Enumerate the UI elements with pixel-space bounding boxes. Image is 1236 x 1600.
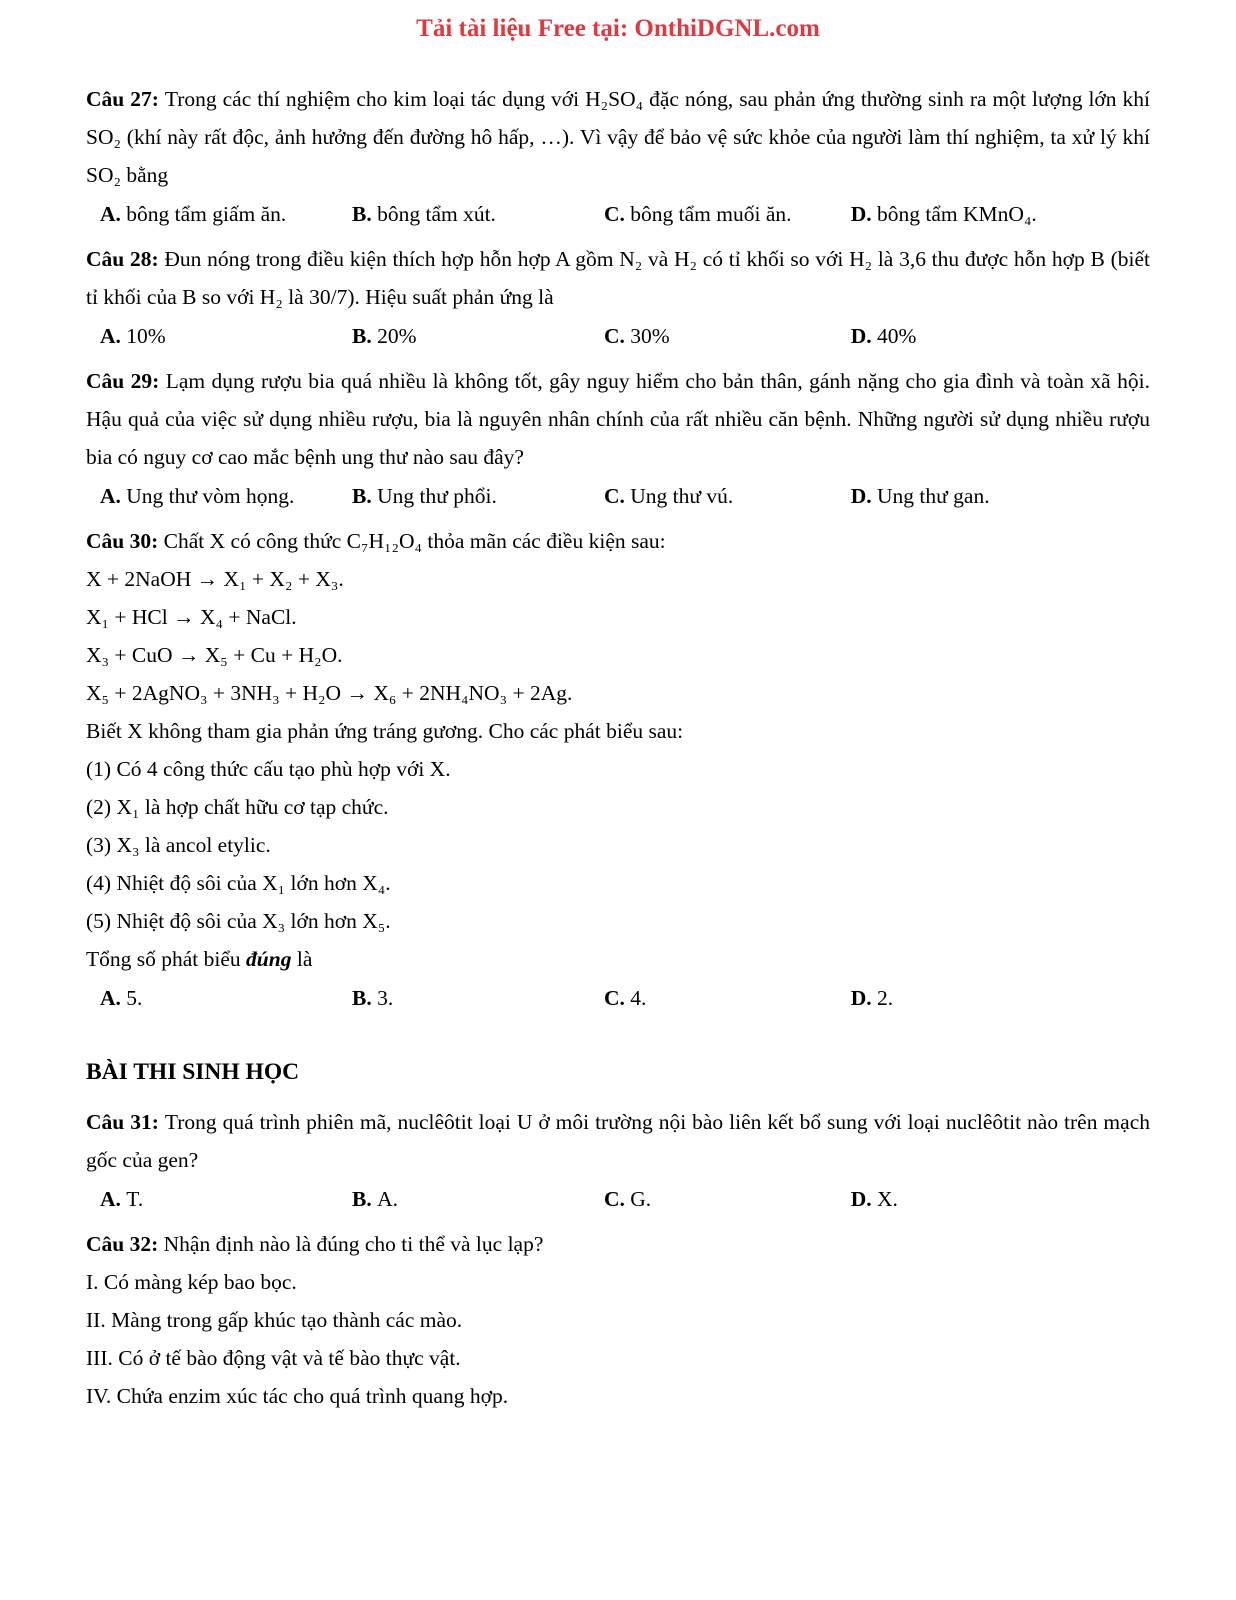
- question-line: (1) Có 4 công thức cấu tạo phù hợp với X.: [86, 757, 451, 781]
- option-text: T.: [126, 1187, 144, 1211]
- option-c: [604, 1180, 851, 1218]
- question-32: [86, 1225, 1150, 1415]
- question-line: X₃ + CuO → X₅ + Cu + H₂O.: [86, 643, 343, 667]
- option-text: Ung thư phổi.: [377, 484, 497, 508]
- footer-pre: Tổng số phát biểu: [86, 947, 247, 971]
- option-letter: A.: [100, 324, 127, 348]
- option-c: [604, 195, 851, 233]
- options-row: [86, 477, 1150, 515]
- option-letter: D.: [850, 202, 878, 226]
- option-a: [100, 195, 352, 233]
- option-d: [851, 195, 1150, 233]
- option-text: Ung thư vòm họng.: [126, 484, 295, 508]
- question-number: Câu 27:: [86, 87, 165, 111]
- option-text: 3.: [377, 986, 394, 1010]
- question-stem: [86, 362, 1150, 476]
- option-text: X.: [877, 1187, 898, 1211]
- question-line: III. Có ở tế bào động vật và tế bào thực vật.: [86, 1346, 461, 1370]
- option-text: 30%: [630, 324, 670, 348]
- option-text: Ung thư vú.: [630, 484, 734, 508]
- option-letter: C.: [604, 324, 631, 348]
- question-text: Chất X có công thức C₇H₁₂O₄ thỏa mãn các điều kiện sau:: [163, 529, 666, 553]
- option-c: [604, 477, 851, 515]
- question-31: [86, 1103, 1150, 1218]
- options-row: [86, 195, 1150, 233]
- option-text: bông tẩm xút.: [377, 202, 496, 226]
- option-letter: B.: [352, 986, 378, 1010]
- question-28: [86, 240, 1150, 355]
- section-heading: BÀI THI SINH HỌC: [86, 1059, 300, 1085]
- option-b: [352, 1180, 604, 1218]
- question-30: [86, 522, 1150, 1017]
- question-stem: [86, 240, 1150, 316]
- option-letter: D.: [850, 986, 878, 1010]
- option-text: bông tẩm KMnO₄.: [877, 202, 1037, 226]
- footer-post: là: [291, 947, 313, 971]
- question-number: Câu 29:: [86, 369, 166, 393]
- question-stem: [86, 1103, 1150, 1179]
- option-text: 5.: [126, 986, 143, 1010]
- option-a: [100, 477, 352, 515]
- option-letter: D.: [850, 484, 878, 508]
- option-letter: A.: [100, 986, 127, 1010]
- question-number: Câu 32:: [86, 1232, 164, 1256]
- options-row: [86, 979, 1150, 1017]
- question-footer: [86, 940, 1150, 978]
- question-number: Câu 31:: [86, 1110, 165, 1134]
- option-text: 10%: [126, 324, 166, 348]
- option-text: 4.: [630, 986, 647, 1010]
- option-b: [352, 477, 604, 515]
- options-row: [86, 1180, 1150, 1218]
- option-a: [100, 1180, 352, 1218]
- option-c: [604, 979, 851, 1017]
- question-text: Nhận định nào là đúng cho ti thể và lục lạp?: [163, 1232, 544, 1256]
- question-line: (3) X₃ là ancol etylic.: [86, 833, 271, 857]
- option-a: [100, 317, 352, 355]
- option-letter: B.: [352, 324, 378, 348]
- question-line: (4) Nhiệt độ sôi của X₁ lớn hơn X₄.: [86, 871, 391, 895]
- question-line: II. Màng trong gấp khúc tạo thành các mào.: [86, 1308, 463, 1332]
- option-letter: D.: [850, 1187, 878, 1211]
- option-letter: B.: [352, 484, 378, 508]
- question-number: Câu 28:: [86, 247, 165, 271]
- option-text: 40%: [877, 324, 917, 348]
- option-text: 2.: [877, 986, 894, 1010]
- option-text: Ung thư gan.: [877, 484, 990, 508]
- option-d: [851, 1180, 1150, 1218]
- option-letter: B.: [352, 202, 378, 226]
- option-letter: C.: [604, 484, 631, 508]
- option-text: A.: [377, 1187, 398, 1211]
- option-d: [851, 317, 1150, 355]
- option-letter: D.: [850, 324, 878, 348]
- question-text: Trong quá trình phiên mã, nuclêôtit loại U ở môi trường nội bào liên kết bổ sung với loại nuclêôtit nào trên mạch gốc của gen?: [86, 1110, 1150, 1172]
- question-line: X₁ + HCl → X₄ + NaCl.: [86, 605, 297, 629]
- option-a: [100, 979, 352, 1017]
- option-letter: A.: [100, 484, 127, 508]
- question-27: [86, 80, 1150, 233]
- question-line: IV. Chứa enzim xúc tác cho quá trình quang hợp.: [86, 1384, 509, 1408]
- option-c: [604, 317, 851, 355]
- question-line: (5) Nhiệt độ sôi của X₃ lớn hơn X₅.: [86, 909, 391, 933]
- option-text: G.: [630, 1187, 652, 1211]
- option-text: 20%: [377, 324, 417, 348]
- question-stem: [86, 522, 1150, 560]
- question-number: Câu 30:: [86, 529, 164, 553]
- question-text: Lạm dụng rượu bia quá nhiều là không tốt, gây nguy hiểm cho bản thân, gánh nặng cho gia đình và toàn xã hội. Hậu quả của việc sử dụng nhiều rượu, bia là nguyên nhân chính của rất nhiều căn bệnh. Những người sử dụng nhiều rượu bia có nguy cơ cao mắc bệnh ung thư nào sau đây?: [86, 369, 1150, 469]
- option-letter: C.: [604, 202, 631, 226]
- option-text: bông tẩm giấm ăn.: [126, 202, 287, 226]
- question-stem: [86, 80, 1150, 194]
- option-letter: B.: [352, 1187, 378, 1211]
- question-line: X + 2NaOH → X₁ + X₂ + X₃.: [86, 567, 344, 591]
- option-letter: C.: [604, 986, 631, 1010]
- option-d: [851, 477, 1150, 515]
- option-b: [352, 195, 604, 233]
- question-line: (2) X₁ là hợp chất hữu cơ tạp chức.: [86, 795, 389, 819]
- option-b: [352, 317, 604, 355]
- question-29: [86, 362, 1150, 515]
- option-letter: A.: [100, 1187, 127, 1211]
- question-text: Đun nóng trong điều kiện thích hợp hỗn hợp A gồm N₂ và H₂ có tỉ khối so với H₂ là 3,6 thu được hỗn hợp B (biết tỉ khối của B so với H₂ là 30/7). Hiệu suất phản ứng là: [86, 247, 1150, 309]
- question-list: [86, 80, 1150, 1415]
- option-text: bông tẩm muối ăn.: [630, 202, 792, 226]
- footer-emphasis: đúng: [246, 947, 292, 971]
- banner-text: Tải tài liệu Free tại: OnthiDGNL.com: [416, 15, 820, 42]
- question-line: Biết X không tham gia phản ứng tráng gương. Cho các phát biểu sau:: [86, 719, 684, 743]
- option-letter: C.: [604, 1187, 631, 1211]
- question-line: X₅ + 2AgNO₃ + 3NH₃ + H₂O → X₆ + 2NH₄NO₃ + 2Ag.: [86, 681, 573, 705]
- options-row: [86, 317, 1150, 355]
- question-line: I. Có màng kép bao bọc.: [86, 1270, 297, 1294]
- question-stem: [86, 1225, 1150, 1263]
- option-d: [851, 979, 1150, 1017]
- option-b: [352, 979, 604, 1017]
- option-letter: A.: [100, 202, 127, 226]
- question-text: Trong các thí nghiệm cho kim loại tác dụng với H₂SO₄ đặc nóng, sau phản ứng thường sinh ra một lượng lớn khí SO₂ (khí này rất độc, ảnh hưởng đến đường hô hấp, …). Vì vậy để bảo vệ sức khỏe của người làm thí nghiệm, ta xử lý khí SO₂ bằng: [86, 87, 1150, 187]
